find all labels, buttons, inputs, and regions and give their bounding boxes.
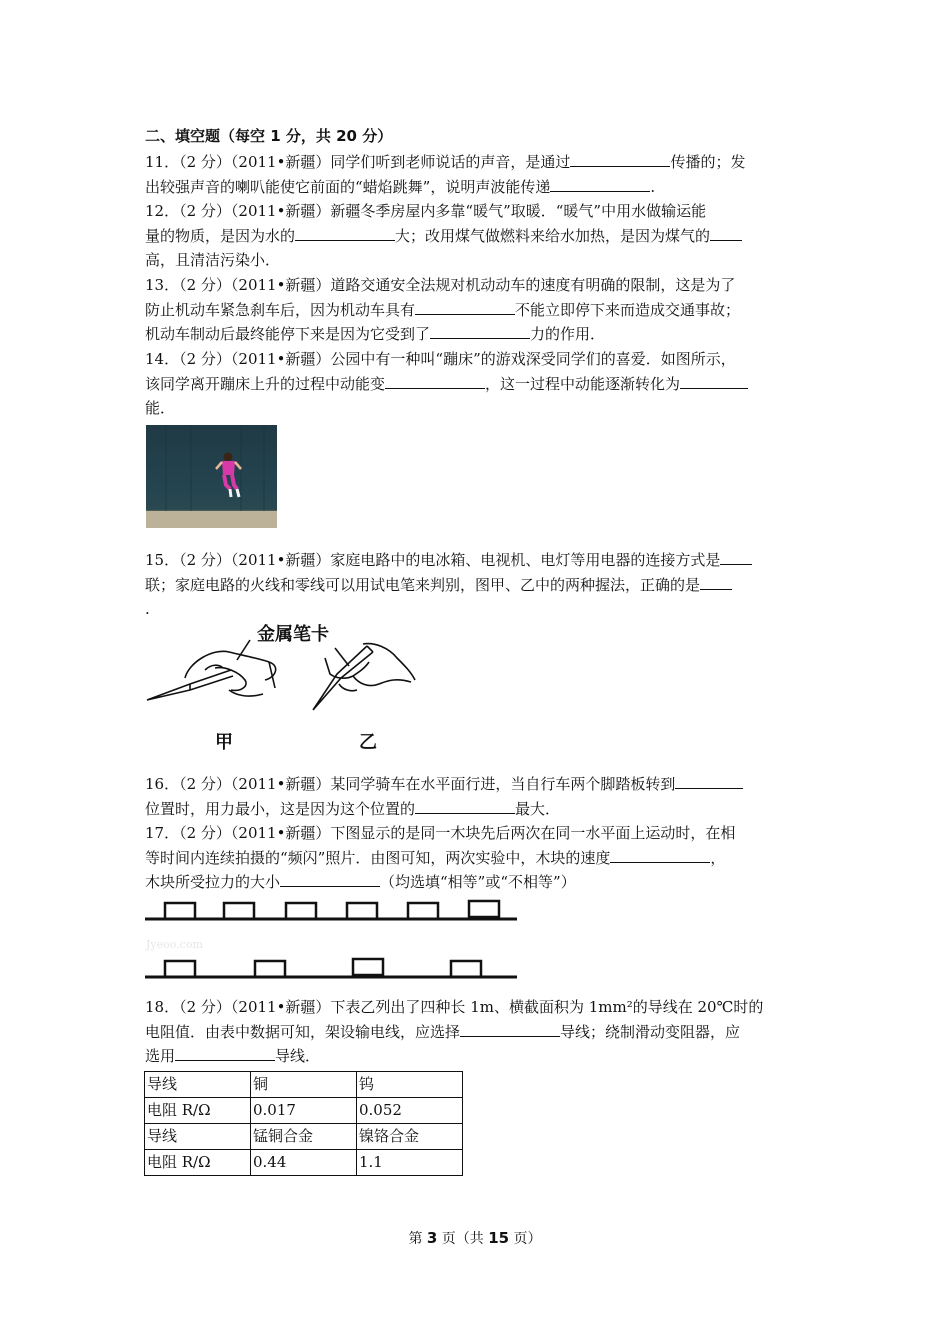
q13-text-1: 13．（2 分）（2011•新疆）道路交通安全法规对机动动车的速度有明确的限制，这是为了 — [145, 276, 736, 294]
table-row — [145, 1124, 463, 1150]
table-cell: 1.1 — [357, 1150, 463, 1176]
q16-blank-2[interactable] — [415, 798, 515, 814]
q13-text-2a: 防止机动车紧急刹车后，因为机动车具有 — [145, 300, 416, 319]
q15-text-3: . — [145, 600, 150, 618]
footer-text-c: 页） — [509, 1231, 542, 1247]
fig-label-jia: 甲 — [215, 732, 233, 753]
table-cell: 电阻 R/Ω — [145, 1150, 251, 1176]
table-cell: 0.44 — [251, 1150, 357, 1176]
table-cell: 钨 — [357, 1072, 463, 1098]
question-12 — [145, 199, 810, 273]
q17-blank-1[interactable] — [610, 847, 710, 863]
q14-text-1: 14．（2 分）（2011•新疆）公园中有一种叫“蹦床”的游戏深受同学们的喜爱．如图所示， — [145, 350, 736, 368]
q17-text-3a: 木块所受拉力的大小 — [145, 873, 281, 891]
q12-blank-1[interactable] — [295, 225, 395, 241]
q18-text-3a: 选用 — [145, 1047, 176, 1065]
watermark: Jyeoo.com — [146, 938, 203, 951]
q16-text-2a: 位置时，用力最小，这是因为这个位置的 — [145, 799, 416, 818]
table-cell: 导线 — [145, 1072, 251, 1098]
q13-text-2b: 不能立即停下来而造成交通事故； — [515, 300, 741, 319]
fig-label-yi: 乙 — [359, 732, 377, 753]
q13-blank-2[interactable] — [430, 323, 530, 339]
q14-blank-2[interactable] — [680, 373, 748, 389]
footer-text-b: 页（共 — [437, 1231, 489, 1247]
q18-text-1: 18．（2 分）（2011•新疆）下表乙列出了四种长 1m、横截面积为 1mm²的导线在 20℃时的 — [145, 998, 764, 1016]
q16-blank-1[interactable] — [675, 773, 743, 789]
table-row — [145, 1072, 463, 1098]
q11-text-2a: 出较强声音的喇叭能使它前面的“蜡焰跳舞”，说明声波能传递 — [145, 177, 551, 196]
q13-text-3a: 机动车制动后最终能停下来是因为它受到了 — [145, 325, 431, 343]
footer-text-a: 第 — [408, 1231, 427, 1247]
q15-text-1: 15．（2 分）（2011•新疆）家庭电路中的电冰箱、电视机、电灯等用电器的连接方式是 — [145, 551, 721, 569]
q11-blank-2[interactable] — [550, 176, 650, 192]
q17-text-2b: ， — [710, 848, 726, 867]
q11-text-1a: 11．（2 分）（2011•新疆）同学们听到老师说话的声音，是通过 — [145, 153, 571, 171]
q18-blank-1[interactable] — [460, 1021, 560, 1037]
question-14 — [145, 347, 810, 421]
q14-blank-1[interactable] — [385, 373, 485, 389]
question-17 — [145, 821, 810, 895]
q18-blank-2[interactable] — [175, 1045, 275, 1061]
question-11 — [145, 150, 810, 199]
strobe-row-2 — [145, 959, 517, 977]
table-row — [145, 1150, 463, 1176]
hand-jia-drawing — [147, 640, 276, 700]
question-13 — [145, 273, 810, 347]
q17-text-3b: （均选填“相等”或“不相等”） — [380, 873, 576, 891]
table-row — [145, 1098, 463, 1124]
q15-blank-2[interactable] — [700, 574, 732, 590]
question-16 — [145, 772, 810, 821]
section-title: 二、填空题（每空 1 分，共 20 分） — [145, 127, 393, 145]
q16-text-1: 16．（2 分）（2011•新疆）某同学骑车在水平面行进，当自行车两个脚踏板转到 — [145, 775, 676, 793]
table-cell: 镍铬合金 — [357, 1124, 463, 1150]
q12-text-3: 高，且清洁污染小． — [145, 251, 281, 269]
q18-text-2b: 导线；绕制滑动变阻器，应 — [560, 1022, 741, 1041]
q18-text-2a: 电阻值．由表中数据可知，架设输电线，应选择 — [145, 1022, 461, 1041]
table-cell: 锰铜合金 — [251, 1124, 357, 1150]
q15-text-2: 联；家庭电路的火线和零线可以用试电笔来判别，图甲、乙中的两种握法，正确的是 — [145, 575, 701, 594]
footer-total-pages: 15 — [488, 1229, 510, 1247]
fig-label-metal-cap: 金属笔卡 — [257, 624, 329, 645]
q17-text-2a: 等时间内连续拍摄的“频闪”照片．由图可知，两次实验中，木块的速度 — [145, 848, 611, 867]
q12-text-2b: 大；改用煤气做燃料来给水加热，是因为煤气的 — [395, 226, 711, 245]
test-pencil-figure — [145, 618, 420, 753]
q17-blank-2[interactable] — [280, 871, 380, 887]
table-cell: 导线 — [145, 1124, 251, 1150]
table-cell: 铜 — [251, 1072, 357, 1098]
q14-text-2b: ，这一过程中动能逐渐转化为 — [485, 374, 681, 393]
page-footer — [0, 1228, 950, 1248]
footer-page-number: 3 — [426, 1229, 438, 1247]
q11-text-1b: 传播的；发 — [670, 153, 746, 171]
q12-text-1: 12．（2 分）（2011•新疆）新疆冬季房屋内多靠“暖气”取暖．“暖气”中用水做输运能 — [145, 202, 707, 220]
table-cell: 0.052 — [357, 1098, 463, 1124]
q14-text-3: 能． — [145, 399, 176, 417]
q11-text-2b: . — [650, 177, 656, 196]
question-18 — [145, 995, 810, 1069]
q16-text-2b: 最大． — [515, 799, 561, 818]
q12-text-2a: 量的物质，是因为水的 — [145, 226, 296, 245]
hand-yi-drawing — [313, 644, 415, 710]
resistance-table — [144, 1071, 463, 1176]
table-cell: 电阻 R/Ω — [145, 1098, 251, 1124]
table-cell: 0.017 — [251, 1098, 357, 1124]
q14-text-2a: 该同学离开蹦床上升的过程中动能变 — [145, 374, 386, 393]
q13-blank-1[interactable] — [415, 299, 515, 315]
q13-text-3b: 力的作用． — [530, 325, 606, 343]
q11-blank-1[interactable] — [570, 151, 670, 167]
trampoline-photo — [146, 425, 277, 528]
q12-blank-2[interactable] — [710, 225, 742, 241]
q18-text-3b: 导线． — [275, 1047, 321, 1065]
question-15 — [145, 548, 810, 622]
q17-text-1: 17．（2 分）（2011•新疆）下图显示的是同一木块先后两次在同一水平面上运动时，在相 — [145, 824, 736, 842]
strobe-row-1 — [145, 901, 517, 919]
q15-blank-1[interactable] — [720, 549, 752, 565]
